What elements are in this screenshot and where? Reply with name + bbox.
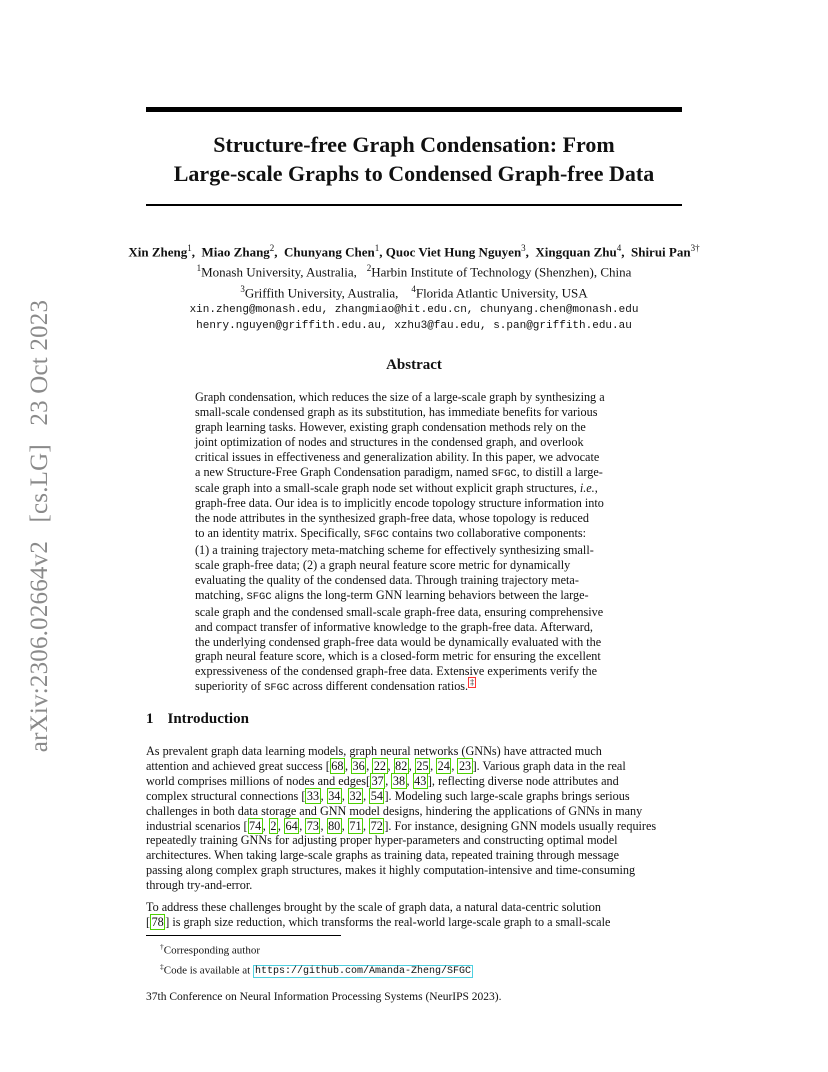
affil-sup: 4: [411, 283, 416, 294]
author-block: [100, 240, 728, 334]
abstract-line: Graph condensation, which reduces the size of a large-scale graph by synthesizing a: [195, 390, 605, 404]
abstract-line: the underlying condensed graph-free data would be dynamically evaluated with the: [195, 634, 602, 649]
author-sup: 3: [521, 243, 526, 253]
footnote-mark: ‡: [160, 961, 164, 971]
body-line: attention and achieved great success [ 68 , 36 , 22 , 82 , 25 , 24 , 23 ]. Various graph data in the real: [146, 758, 626, 773]
body-line: challenges in both data storage and GNN model designs, hindering the applications of GNNs in many: [146, 803, 643, 818]
citation-link[interactable]: 68: [331, 758, 344, 773]
body-text: world comprises millions of nodes and edges[: [146, 773, 371, 788]
abstract-line: critical issues in effectiveness and generalization ability. In this paper, we advocate: [195, 449, 600, 464]
citation-link[interactable]: 82: [395, 758, 408, 773]
section-title: Introduction: [167, 711, 249, 727]
abstract-italic: i.e.: [579, 481, 595, 496]
abstract-line: [195, 465, 635, 482]
body-text: ] is graph size reduction, which transforms the real-world large-scale graph to a small-scale: [165, 914, 611, 929]
footnotes: [160, 939, 473, 979]
abstract-line: [195, 588, 635, 605]
title-bottom-rule: [146, 204, 682, 206]
footnote-mark: †: [160, 942, 164, 951]
title-line-2: Large-scale Graphs to Condensed Graph-free Data: [173, 161, 655, 186]
affil-text: Griffith University, Australia,: [244, 284, 399, 300]
author-sup: 1: [374, 243, 380, 253]
abstract-line: (1) a training trajectory meta-matching scheme for effectively synthesizing small-: [195, 543, 594, 558]
body-text: ]. Various graph data in the real: [472, 758, 626, 773]
affiliation-line-2: [100, 281, 728, 301]
code-url-link[interactable]: https://github.com/Amanda-Zheng/SFGC: [254, 966, 471, 978]
body-line: As prevalent graph data learning models, graph neural networks (GNNs) have attracted much: [146, 744, 602, 758]
affil-sup: 3: [240, 283, 245, 294]
author-name: Xingquan Zhu: [535, 244, 617, 260]
body-text: ]. Modeling such large-scale graphs brings serious: [384, 788, 630, 803]
paper-title: [146, 130, 682, 188]
conference-note: 37th Conference on Neural Information Processing Systems (NeurIPS 2023).: [146, 991, 502, 1003]
abstract-line: scale graph-free data; (2) a graph neural feature score metric for dynamically: [195, 557, 571, 572]
abstract-line: joint optimization of nodes and structures in the condensed graph, and overlook: [195, 434, 584, 449]
citation-link[interactable]: 37: [371, 773, 384, 788]
abstract-heading: Abstract: [386, 357, 442, 373]
citation-link[interactable]: 34: [328, 788, 341, 803]
abstract-text: superiority of: [195, 679, 265, 694]
citation-link[interactable]: 54: [370, 788, 383, 803]
affiliation-line-1: [100, 260, 728, 280]
abstract-line: graph learning tasks. However, existing graph condensation methods rely on the: [195, 419, 586, 434]
method-name: SFGC: [264, 682, 290, 695]
arxiv-date: 23 Oct 2023: [26, 299, 53, 426]
abstract-line: small-scale condensed graph as its substitution, has immediate benefits for various: [195, 404, 598, 419]
abstract-text: scale graph into a small-scale graph node set without explicit graph structures,: [195, 481, 580, 496]
author-sup: 3†: [690, 243, 700, 253]
author-name: Chunyang Chen: [284, 244, 375, 260]
affil-text: Florida Atlantic University, USA: [415, 284, 588, 300]
body-line: To address these challenges brought by the scale of graph data, a natural data-centric solution: [146, 900, 601, 915]
arxiv-stamp: [26, 294, 54, 758]
section-number: 1: [146, 711, 154, 727]
abstract-text: ,: [594, 481, 598, 496]
citation-link[interactable]: 80: [328, 818, 341, 833]
abstract-line: graph-free data. Our idea is to implicitly encode topology structure information into: [195, 496, 604, 511]
citation-link[interactable]: 23: [458, 758, 472, 773]
body-text: industrial scenarios [: [146, 818, 248, 833]
footnote-link[interactable]: ‡: [470, 678, 475, 688]
body-line: passing along complex graph structures, makes it highly computation-intensive and time-consuming: [146, 863, 636, 878]
citation-link[interactable]: 33: [306, 788, 320, 803]
abstract-line: the node attributes in the synthesized graph-free data, whose topology is reduced: [195, 511, 589, 526]
citation-link[interactable]: 25: [416, 758, 429, 773]
abstract-text: , to distill a large-: [516, 464, 603, 479]
body-line: world comprises millions of nodes and edges[ 37 , 38 , 43 ], reflecting diverse node attributes and: [146, 773, 619, 788]
body-line: complex structural connections [ 33 , 34 , 32 , 54 ]. Modeling such large-scale graphs brings serious: [146, 788, 630, 803]
body-line: repeatedly training GNNs for adjusting proper hyper-parameters and constructing optimal model: [146, 833, 618, 848]
author-sup: 1: [187, 243, 192, 253]
citation-link[interactable]: 2: [270, 818, 277, 833]
abstract-line: [195, 679, 635, 696]
body-line: through try-and-error.: [146, 878, 253, 893]
arxiv-id[interactable]: arXiv:2306.02664v2: [26, 540, 53, 753]
author-sup: 2: [269, 243, 275, 253]
footnote-text: Corresponding author: [163, 944, 260, 957]
citation-link[interactable]: 73: [306, 818, 319, 833]
section-heading-introduction: [146, 711, 249, 728]
body-line: industrial scenarios [ 74 , 2 , 64 , 73 , 80 , 71 , 72 ]. For instance, designing GNN models usually requires: [146, 818, 657, 833]
body-text: attention and achieved great success [: [146, 758, 330, 773]
citation-link[interactable]: 36: [352, 758, 365, 773]
abstract-line: and compact transfer of informative knowledge to the graph-free data. Afterward,: [195, 619, 593, 634]
introduction-body: [146, 744, 682, 930]
affil-text: Harbin Institute of Technology (Shenzhen), China: [371, 264, 632, 280]
citation-link[interactable]: 72: [370, 818, 383, 833]
affil-text: Monash University, Australia,: [201, 264, 357, 280]
footnote-rule: [146, 935, 341, 936]
footnote-text: Code is available at: [163, 964, 253, 977]
author-name: Xin Zheng: [128, 244, 188, 260]
author-names: Xin Zheng$^1$, Miao Zhang$^2$, Chunyang Chen$^1$, Quoc Viet Hung Nguyen$^3$, Xingquan Zhu$^4$, Shirui Pan$^{3\dagger}$: [128, 243, 700, 260]
footnote-corresponding: [160, 939, 473, 959]
citation-link[interactable]: 74: [249, 818, 262, 833]
title-line-1: Structure-free Graph Condensation: From: [213, 132, 615, 157]
method-name: SFGC: [246, 590, 272, 603]
citation-link[interactable]: 78: [151, 914, 164, 929]
body-text: complex structural connections [: [146, 788, 306, 803]
method-name: SFGC: [491, 467, 517, 480]
arxiv-category: [cs.LG]: [26, 444, 53, 523]
citation-link[interactable]: 22: [373, 758, 386, 773]
abstract-text: across different condensation ratios.: [289, 679, 469, 694]
author-name: Miao Zhang: [201, 244, 270, 260]
citation-link[interactable]: 24: [437, 758, 450, 773]
author-sup: 4: [616, 243, 622, 253]
abstract-text: contains two collaborative components:: [389, 526, 586, 541]
footnote-code: [160, 959, 473, 980]
body-text: ], reflecting diverse node attributes and: [427, 773, 619, 788]
body-line: architectures. When taking large-scale graphs as training data, repeated training through message: [146, 848, 619, 863]
abstract-line: graph neural feature score, which is a closed-form metric for ensuring the excellent: [195, 649, 601, 664]
citation-link[interactable]: 38: [392, 773, 406, 788]
body-text: ]. For instance, designing GNN models usually requires: [384, 818, 657, 833]
abstract-line: [195, 526, 635, 543]
method-name: SFGC: [363, 529, 389, 542]
abstract-text: matching,: [195, 587, 247, 602]
abstract-text: aligns the long-term GNN learning behaviors between the large-: [271, 587, 589, 602]
affil-sup: 2: [366, 263, 372, 274]
author-name: Shirui Pan: [630, 244, 691, 260]
abstract-line: [195, 481, 635, 496]
citation-link[interactable]: 71: [349, 818, 362, 833]
abstract-line: evaluating the quality of the condensed data. Through training trajectory meta-: [195, 572, 579, 587]
citation-link[interactable]: 43: [414, 773, 427, 788]
abstract-line: expressiveness of the condensed graph-free data. Extensive experiments verify the: [195, 664, 598, 679]
author-emails-line-1[interactable]: xin.zheng@monash.edu, zhangmiao@hit.edu.cn, chunyang.chen@monash.edu: [189, 303, 639, 316]
citation-link[interactable]: 32: [349, 788, 362, 803]
author-name: Quoc Viet Hung Nguyen: [385, 244, 522, 260]
body-line: [146, 915, 682, 930]
affil-sup: 1: [196, 263, 202, 274]
abstract-body: [195, 390, 635, 696]
abstract-text: a new Structure-Free Graph Condensation paradigm, named: [195, 464, 492, 479]
body-text: [: [146, 914, 151, 929]
author-emails-line-2[interactable]: henry.nguyen@griffith.edu.au, xzhu3@fau.edu, s.pan@griffith.edu.au: [196, 319, 632, 332]
title-top-rule: [146, 107, 682, 112]
abstract-text: to an identity matrix. Specifically,: [195, 526, 364, 541]
citation-link[interactable]: 64: [285, 818, 298, 833]
abstract-line: scale graph and the condensed small-scale graph-free data, ensuring comprehensive: [195, 604, 604, 619]
